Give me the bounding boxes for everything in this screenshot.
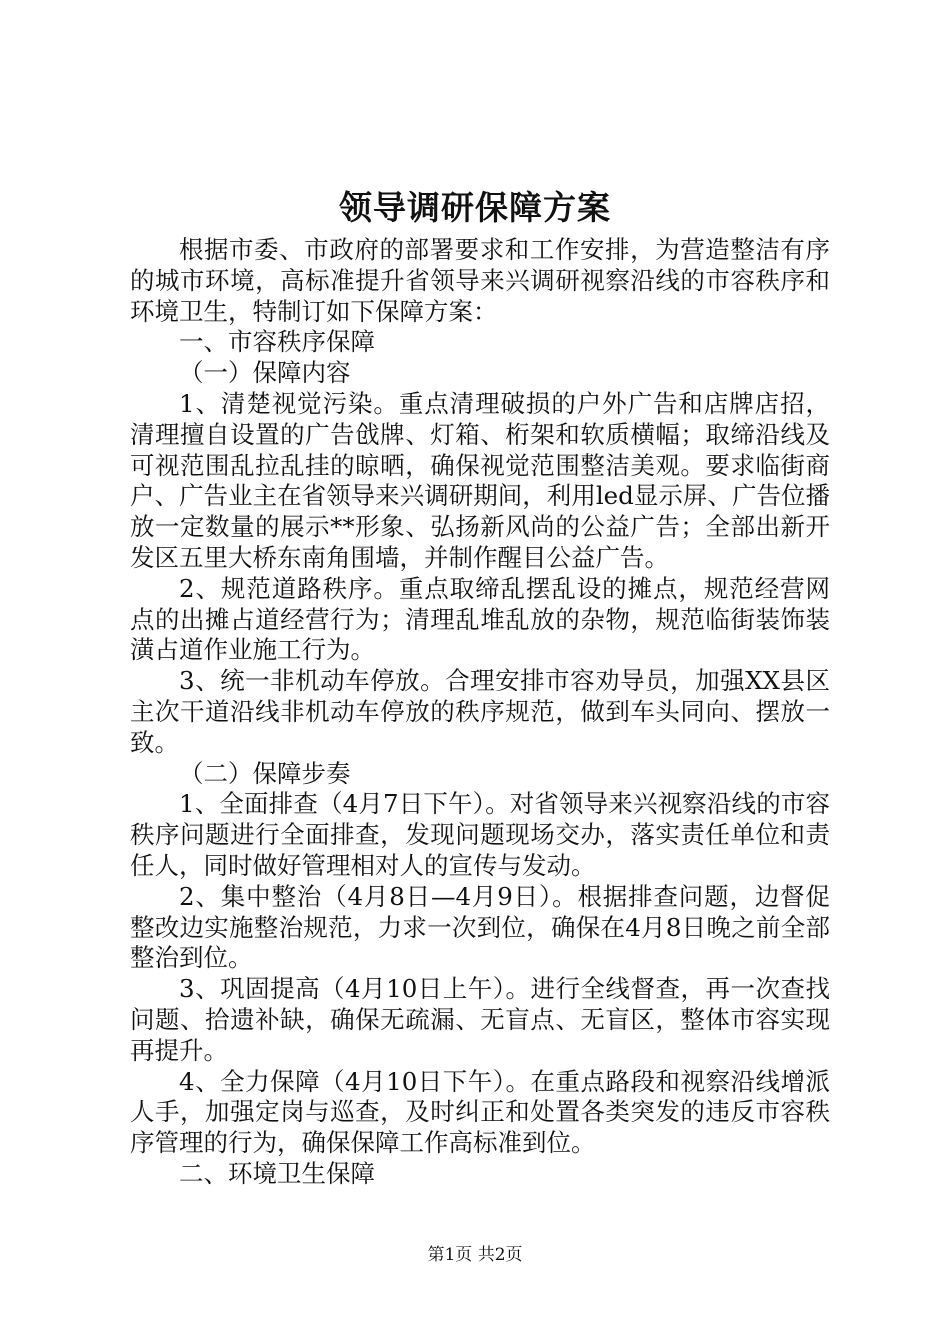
step-item-1: 1、全面排查（4月7日下午）。对省领导来兴视察沿线的市容秩序问题进行全面排查，发现问题现场交办，落实责任单位和责任人，同时做好管理相对人的宣传与发动。 [130,789,830,880]
step-item-3: 3、巩固提高（4月10日上午）。进行全线督查，再一次查找问题、拾遗补缺，确保无疏漏、无盲点、无盲区，整体市容实现再提升。 [130,974,830,1065]
document-title: 领导调研保障方案 [339,188,611,227]
content-item-1: 1、清楚视觉污染。重点清理破损的户外广告和店牌店招，清理擅自设置的广告戗牌、灯箱、桁架和软质横幅；取缔沿线及可视范围乱拉乱挂的晾晒，确保视觉范围整洁美观。要求临街商户、广告业主在省领导来兴调研期间，利用led显示屏、广告位播放一定数量的展示**形象、弘扬新风尚的公益广告；全部出新开发区五里大桥东南角围墙，并制作醒目公益广告。 [130,388,830,572]
intro-paragraph: 根据市委、市政府的部署要求和工作安排，为营造整洁有序的城市环境，高标准提升省领导来兴调研视察沿线的市容秩序和环境卫生，特制订如下保障方案： [130,235,830,326]
document-body [130,235,830,1190]
page-footer: 第1页 共2页 [427,1245,523,1265]
step-item-2: 2、集中整治（4月8日—4月9日）。根据排查问题，边督促整改边实施整治规范，力求一次到位，确保在4月8日晚之前全部整治到位。 [130,881,830,973]
section-heading-2: 二、环境卫生保障 [179,1158,375,1188]
subsection-heading-2: （二）保障步奏 [179,758,351,788]
content-item-3: 3、统一非机动车停放。合理安排市容劝导员，加强XX县区主次干道沿线非机动车停放的秩序规范，做到车头同向、摆放一致。 [130,666,830,757]
subsection-heading-1: （一）保障内容 [179,358,351,388]
step-item-4: 4、全力保障（4月10日下午）。在重点路段和视察沿线增派人手，加强定岗与巡查，及时纠正和处置各类突发的违反市容秩序管理的行为，确保保障工作高标准到位。 [130,1066,830,1158]
content-item-2: 2、规范道路秩序。重点取缔乱摆乱设的摊点，规范经营网点的出摊占道经营行为；清理乱堆乱放的杂物，规范临街装饰装潢占道作业施工行为。 [130,573,830,665]
section-heading-1: 一、市容秩序保障 [179,327,375,357]
